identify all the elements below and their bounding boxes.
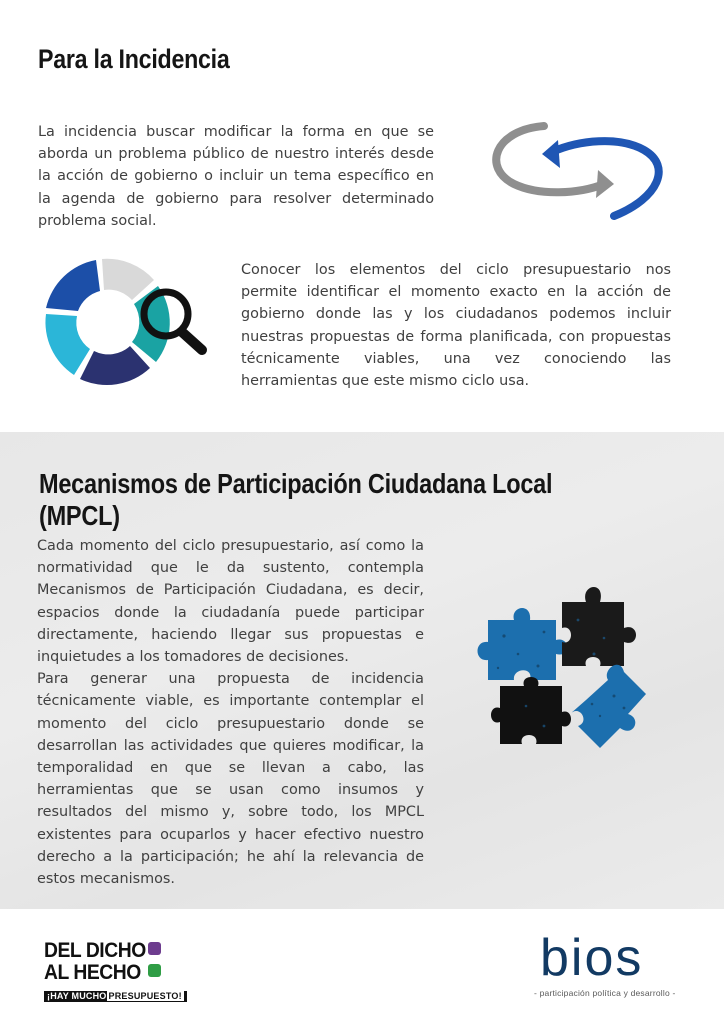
mpcl-paragraph-2: Para generar una propuesta de incidencia técnicamente viable, es importante contemplar el momento del ciclo presupuestario donde se desarrollan las actividades que quieres modificar, la temporalidad en que se llevan a cabo, las herramientas que se usan como insumos y resultados del mismo y, sobre todo, los MPCL existentes para ocuparlos y hacer efectivo nuestro derecho a la participación; he ahí la relevancia de estos mecanismos. — [37, 671, 424, 888]
bios-logo — [530, 929, 690, 1004]
ciclo-presupuestario-paragraph: Conocer los elementos del ciclo presupuestario nos permite identificar el momento exacto en la acción de gobierno donde las y los ciudadanos podemos incluir nuestras propuestas de forma planificada, con propuestas técnicamente viables, una vez conociendo las herramientas que este mismo ciclo usa. — [241, 262, 671, 390]
puzzle-pieces-icon — [474, 576, 674, 756]
section-title-incidencia: Para la Incidencia — [38, 44, 230, 74]
logo-tagline — [44, 991, 187, 1002]
circular-arrows-icon — [484, 118, 670, 224]
green-bubble-icon — [148, 964, 161, 977]
del-dicho-al-hecho-logo — [44, 939, 182, 1001]
mpcl-paragraph-1: Cada momento del ciclo presupuestario, así como la normatividad que le da sustento, contempla Mecanismos de Participación Ciudadana, es decir, espacios donde la ciudadanía puede participar directamente, haciendo llegar sus propuestas e inquietudes a los tomadores de decisiones. — [37, 538, 424, 666]
bios-wordmark: bios — [540, 929, 644, 987]
logo-line-1: DEL DICHO — [44, 939, 146, 962]
bios-tagline: - participación política y desarrollo - — [534, 988, 676, 998]
incidencia-paragraph: La incidencia buscar modificar la forma en que se aborda un problema público de nuestro interés desde la acción de gobierno o incluir un tema específico en la agenda de gobierno para resolver determinado problema social. — [38, 124, 434, 229]
logo-line-2: AL HECHO — [44, 961, 141, 984]
mpcl-text-block — [37, 535, 424, 890]
section-title-mpcl: Mecanismos de Participación Ciudadana Local (MPCL) — [39, 468, 553, 531]
cycle-magnifier-icon — [40, 252, 210, 392]
purple-bubble-icon — [148, 942, 161, 955]
logo-tagline-a: ¡HAY MUCHO — [47, 991, 107, 1001]
logo-tagline-b: PRESUPUESTO! — [108, 991, 182, 1001]
